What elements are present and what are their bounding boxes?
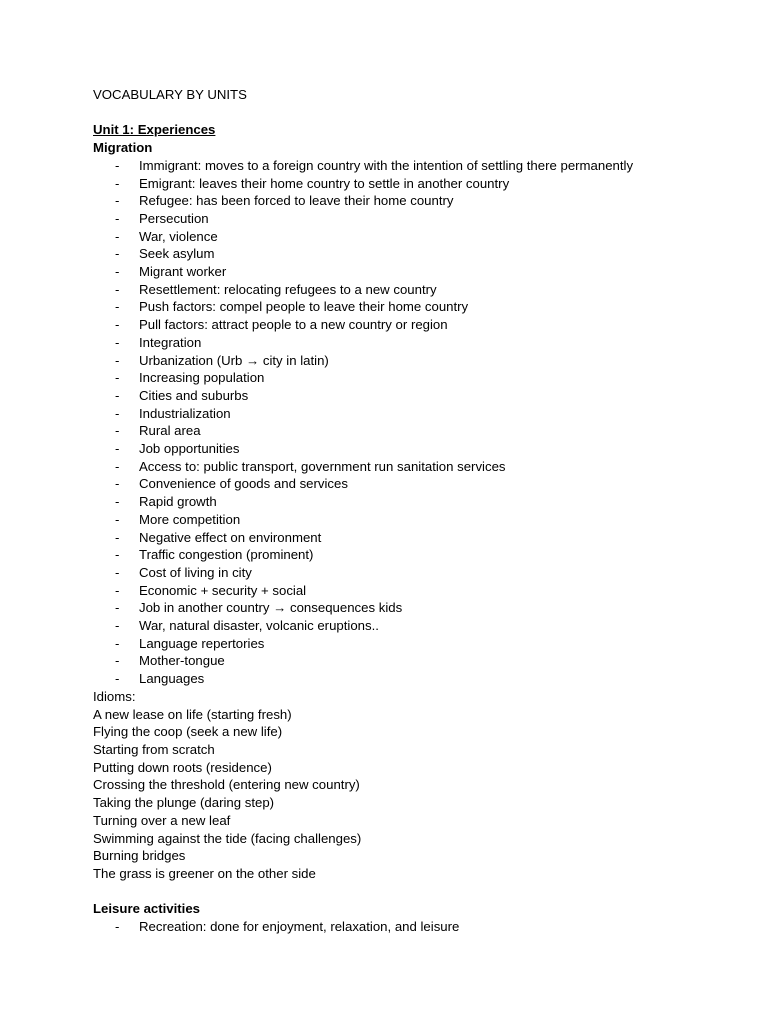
list-item-text: Persecution: [139, 210, 209, 226]
list-item-text: Convenience of goods and services: [139, 476, 348, 492]
list-dash: -: [115, 547, 120, 563]
list-item-text: Languages: [139, 671, 205, 687]
list-dash: -: [115, 264, 120, 280]
list-item: [93, 245, 733, 263]
list-item: [93, 564, 733, 582]
list-dash: -: [115, 370, 120, 386]
list-item: [93, 352, 733, 370]
list-item-text: Negative effect on environment: [139, 529, 322, 545]
list-dash: -: [115, 618, 120, 634]
list-dash: -: [115, 441, 120, 457]
list-item-text: Language repertories: [139, 635, 265, 651]
idiom-line: Turning over a new leaf: [93, 812, 231, 828]
list-item: [93, 334, 733, 352]
list-item-text: Refugee: has been forced to leave their home country: [139, 193, 454, 209]
list-dash: -: [115, 157, 120, 173]
list-dash: -: [115, 600, 120, 616]
list-item-text: Emigrant: leaves their home country to settle in another country: [139, 175, 510, 191]
idiom-line: Burning bridges: [93, 848, 186, 864]
list-item: [93, 635, 733, 653]
idiom-line: Crossing the threshold (entering new country): [93, 777, 360, 793]
list-dash: -: [115, 281, 120, 297]
list-item: [93, 387, 733, 405]
list-dash: -: [115, 671, 120, 687]
list-item: [93, 405, 733, 423]
idiom-line: Swimming against the tide (facing challenges): [93, 830, 362, 846]
document-title: VOCABULARY BY UNITS: [93, 87, 247, 102]
list-item: [93, 175, 733, 193]
list-item-text: More competition: [139, 511, 241, 527]
list-item: [93, 440, 733, 458]
list-item: [93, 157, 733, 175]
list-item-text: Industrialization: [139, 405, 231, 421]
list-dash: -: [115, 210, 120, 226]
list-item-text: Pull factors: attract people to a new country or region: [139, 317, 448, 333]
list-item-text: Integration: [139, 334, 202, 350]
list-item: [93, 475, 733, 493]
list-item-text: Cities and suburbs: [139, 387, 249, 403]
list-dash: -: [115, 423, 120, 439]
list-item: [93, 652, 733, 670]
list-item: [93, 582, 733, 600]
list-item-text: Traffic congestion (prominent): [139, 547, 314, 563]
list-dash: -: [115, 529, 120, 545]
list-dash: -: [115, 299, 120, 315]
migration-list: [93, 157, 733, 688]
list-item-text: Urbanization (Urb → city in latin): [139, 352, 329, 368]
list-dash: -: [115, 458, 120, 474]
list-item: [93, 192, 733, 210]
list-dash: -: [115, 334, 120, 350]
list-item-text: Push factors: compel people to leave their home country: [139, 299, 469, 315]
list-dash: -: [115, 175, 120, 191]
list-dash: -: [115, 511, 120, 527]
list-item: [93, 599, 733, 617]
list-dash: -: [115, 582, 120, 598]
list-item-text: Job in another country → consequences kids: [139, 600, 403, 616]
list-dash: -: [115, 919, 120, 935]
list-item-text: Access to: public transport, government run sanitation services: [139, 458, 506, 474]
idiom-line: The grass is greener on the other side: [93, 865, 316, 881]
idiom-line: Putting down roots (residence): [93, 759, 272, 775]
list-item: [93, 210, 733, 228]
list-item: [93, 458, 733, 476]
idioms-heading: Idioms:: [93, 688, 136, 704]
list-item: [93, 529, 733, 547]
list-item: [93, 670, 733, 688]
list-dash: -: [115, 635, 120, 651]
idiom-line: A new lease on life (starting fresh): [93, 706, 292, 722]
list-item-text: Increasing population: [139, 370, 265, 386]
list-item-text: Job opportunities: [139, 441, 240, 457]
list-item: [93, 511, 733, 529]
blank-line: [93, 883, 733, 901]
list-item-text: Rapid growth: [139, 494, 217, 510]
leisure-list: [93, 918, 733, 936]
document-content: [93, 86, 733, 936]
list-item: [93, 263, 733, 281]
idiom-line: Flying the coop (seek a new life): [93, 724, 283, 740]
list-dash: -: [115, 476, 120, 492]
list-item: [93, 546, 733, 564]
list-dash: -: [115, 494, 120, 510]
list-item: [93, 617, 733, 635]
list-item-text: Cost of living in city: [139, 564, 252, 580]
list-item-text: Resettlement: relocating refugees to a new country: [139, 281, 437, 297]
list-dash: -: [115, 246, 120, 262]
idiom-line: Taking the plunge (daring step): [93, 795, 275, 811]
list-item-text: Mother-tongue: [139, 653, 225, 669]
list-item-text: Rural area: [139, 423, 201, 439]
list-item: [93, 316, 733, 334]
list-dash: -: [115, 564, 120, 580]
list-item-text: Recreation: done for enjoyment, relaxation, and leisure: [139, 919, 460, 935]
list-item: [93, 228, 733, 246]
list-item: [93, 918, 733, 936]
list-item: [93, 298, 733, 316]
idiom-line: Starting from scratch: [93, 742, 215, 757]
list-dash: -: [115, 405, 120, 421]
list-dash: -: [115, 193, 120, 209]
list-item: [93, 422, 733, 440]
list-dash: -: [115, 317, 120, 333]
list-dash: -: [115, 653, 120, 669]
list-item-text: War, natural disaster, volcanic eruptions..: [139, 618, 379, 634]
list-item: [93, 493, 733, 511]
section-heading-migration: Migration: [93, 140, 153, 156]
list-item-text: War, violence: [139, 228, 218, 244]
list-dash: -: [115, 387, 120, 403]
section-heading-leisure: Leisure activities: [93, 901, 201, 917]
list-item-text: Immigrant: moves to a foreign country with the intention of settling there permanently: [139, 157, 634, 173]
list-item: [93, 281, 733, 299]
list-item-text: Seek asylum: [139, 246, 215, 262]
list-item: [93, 369, 733, 387]
list-item-text: Migrant worker: [139, 264, 227, 280]
list-dash: -: [115, 228, 120, 244]
unit-heading: Unit 1: Experiences: [93, 122, 216, 138]
list-item-text: Economic + security + social: [139, 582, 307, 598]
list-dash: -: [115, 352, 120, 368]
